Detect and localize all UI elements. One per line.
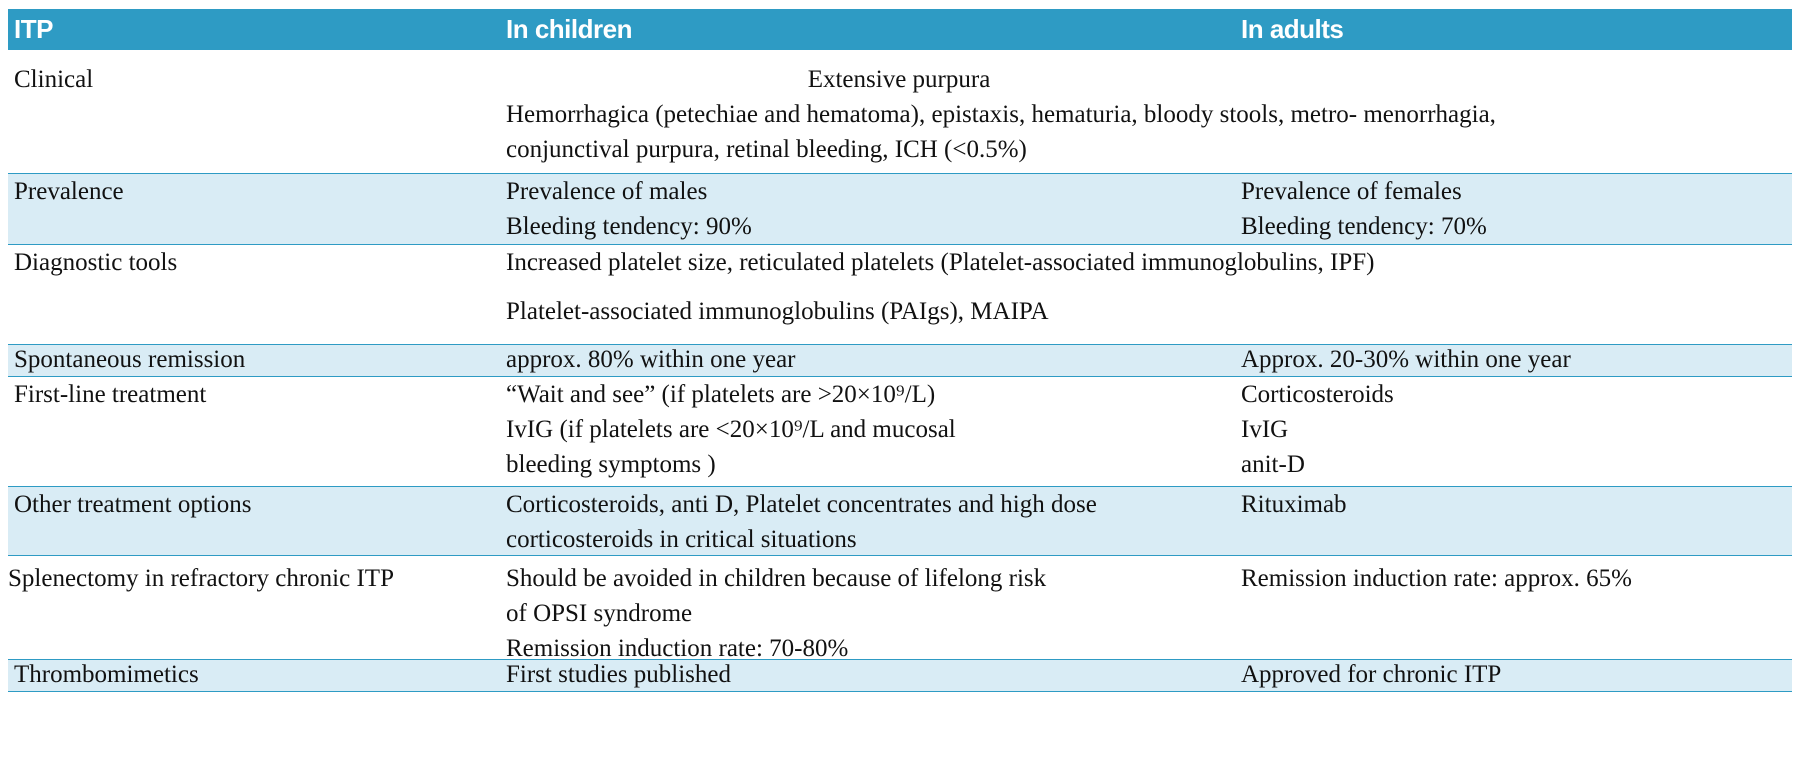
row-label: First-line treatment	[14, 381, 207, 408]
cell-line: conjunctival purpura, retinal bleeding, ICH (<0.5%)	[506, 136, 1027, 163]
cell-line: Bleeding tendency: 90%	[506, 213, 752, 240]
cell-line: bleeding symptoms )	[506, 451, 716, 478]
row-label: Splenectomy in refractory chronic ITP	[8, 565, 394, 592]
adults-cell	[1241, 660, 1792, 691]
itp-comparison-table	[8, 9, 1792, 692]
cell-line: anit-D	[1241, 451, 1305, 478]
row-label: Thrombomimetics	[14, 661, 199, 688]
row-diagnostic-tools	[8, 245, 1792, 345]
cell-line: Approx. 20-30% within one year	[1241, 346, 1571, 373]
spanned-cell	[506, 245, 1792, 344]
cell-line: Corticosteroids, anti D, Platelet concentrates and high dose	[506, 491, 1097, 518]
children-cell	[506, 345, 1241, 376]
children-cell	[506, 377, 1241, 486]
cell-line: IvIG (if platelets are <20×10⁹/L and mucosal	[506, 416, 956, 443]
cell-line: Approved for chronic ITP	[1241, 661, 1502, 688]
row-other-treatment-options	[8, 487, 1792, 556]
cell-line: IvIG	[1241, 416, 1289, 443]
row-spontaneous-remission	[8, 345, 1792, 377]
adults-cell	[1241, 377, 1792, 486]
cell-line: approx. 80% within one year	[506, 346, 796, 373]
cell-line: Extensive purpura	[807, 66, 991, 93]
children-cell	[506, 561, 1241, 662]
adults-cell	[1241, 487, 1792, 555]
cell-line: Prevalence of males	[506, 178, 708, 205]
header-children: In children	[506, 14, 632, 44]
adults-cell	[1241, 561, 1792, 659]
cell-line: First studies published	[506, 661, 732, 688]
cell-line: Increased platelet size, reticulated platelets (Platelet-associated immunoglobulins, IPF)	[506, 249, 1375, 276]
children-cell	[506, 660, 1241, 691]
row-splenectomy	[8, 556, 1792, 660]
row-label: Spontaneous remission	[14, 346, 246, 373]
row-label: Other treatment options	[14, 491, 252, 518]
cell-line: Rituximab	[1241, 491, 1347, 518]
children-cell	[506, 174, 1241, 244]
row-label: Prevalence	[14, 178, 124, 205]
cell-line: Prevalence of females	[1241, 178, 1462, 205]
cell-line: Bleeding tendency: 70%	[1241, 213, 1487, 240]
cell-line: “Wait and see” (if platelets are >20×10⁹/L)	[506, 381, 936, 408]
table-header	[8, 9, 1792, 50]
cell-line: Hemorrhagica (petechiae and hematoma), epistaxis, hematuria, bloody stools, metro- menorrhagia,	[506, 101, 1496, 128]
row-thrombomimetics	[8, 660, 1792, 692]
children-cell	[506, 487, 1241, 555]
cell-line: corticosteroids in critical situations	[506, 526, 857, 553]
row-clinical	[8, 50, 1792, 174]
adults-cell	[1241, 345, 1792, 376]
row-label: Clinical	[14, 66, 94, 93]
cell-line: Corticosteroids	[1241, 381, 1394, 408]
row-first-line-treatment	[8, 377, 1792, 487]
header-itp: ITP	[14, 14, 53, 44]
cell-line: Remission induction rate: approx. 65%	[1241, 565, 1632, 592]
header-adults: In adults	[1241, 14, 1344, 44]
spanned-cell	[506, 62, 1792, 173]
cell-line: Platelet-associated immunoglobulins (PAIgs), MAIPA	[506, 298, 1049, 325]
row-label: Diagnostic tools	[14, 249, 178, 276]
cell-line: Should be avoided in children because of lifelong risk	[506, 565, 1047, 592]
adults-cell	[1241, 174, 1792, 244]
cell-line: of OPSI syndrome	[506, 600, 693, 627]
row-prevalence	[8, 174, 1792, 245]
cell-line: Remission induction rate: 70-80%	[506, 635, 849, 662]
